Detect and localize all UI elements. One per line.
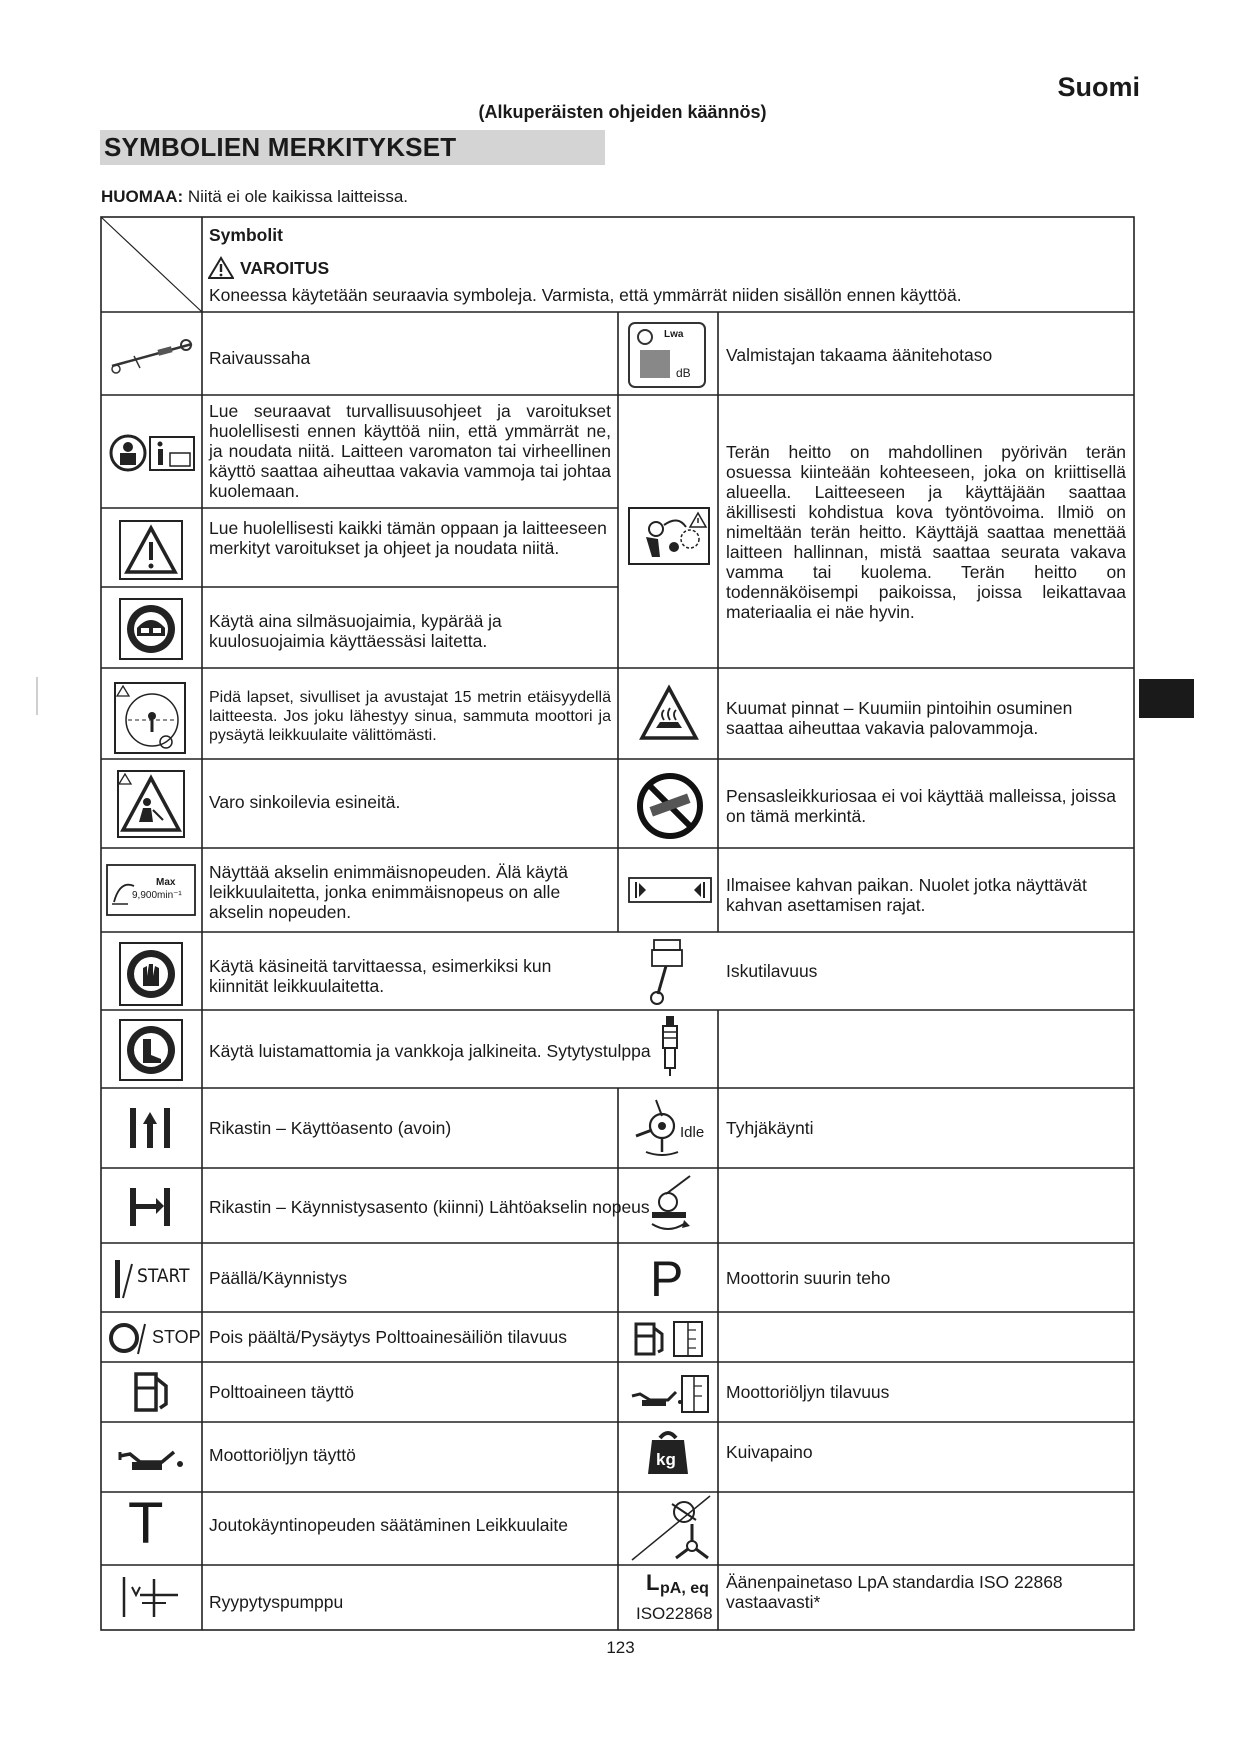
- brush-cutter-label: Raivaussaha: [209, 348, 311, 368]
- lpa-sub-text: pA, eq: [660, 1580, 709, 1597]
- output-shaft-speed-icon: [640, 1172, 696, 1240]
- warning-triangle-icon: [208, 256, 234, 279]
- lwa-text: Lwa: [664, 329, 684, 340]
- protective-equipment-label: Käytä aina silmäsuojaimia, kypärää ja kuulosuojaimia käyttäessäsi laitetta.: [209, 611, 502, 651]
- thrown-objects-icon: [117, 770, 185, 838]
- gloves-label: Käytä käsineitä tarvittaessa, esimerkiksi kun kiinnität leikkuulaitetta.: [209, 956, 552, 996]
- no-hedge-trimmer-label: Pensasleikkuriosaa ei voi käyttää malleissa, joissa on tämä merkintä.: [726, 786, 1117, 826]
- note-text: Niitä ei ole kaikissa laitteissa.: [183, 187, 409, 206]
- max-shaft-speed-icon: [106, 864, 196, 916]
- language-label: Suomi: [1057, 72, 1140, 102]
- off-stop-label: Pois päältä/Pysäytys Polttoainesäiliön tilavuus: [209, 1327, 567, 1347]
- handle-position-label: Ilmaisee kahvan paikan. Nuolet jotka näyttävät kahvan asettamisen rajat.: [726, 875, 1087, 915]
- hot-surface-label: Kuumat pinnat – Kuumiin pintoihin osuminen saattaa aiheuttaa vakavia palovammoja.: [726, 698, 1073, 738]
- general-warning-icon: [119, 520, 183, 580]
- note-label: HUOMAA:: [101, 187, 184, 206]
- safety-footwear-label: Käytä luistamattomia ja vankkoja jalkineita. Sytytystulppa: [209, 1041, 651, 1061]
- choke-open-icon: [128, 1104, 172, 1152]
- primer-pump-label: Ryypytyspumppu: [209, 1592, 344, 1612]
- sound-power-level-icon: [628, 322, 706, 388]
- subtitle: (Alkuperäisten ohjeiden käännös): [478, 102, 767, 122]
- kickback-label: Terän heitto on mahdollinen pyörivän terän osuessa kiinteään kohteeseen, joka on kriittisellä alueella. Laitteeseen ja käyttäjään saattaa äkillisesti kohdistua kova työntövoima. Ilmiö on nimeltään terän heitto. Käyttäjä saattaa menettää laitteen hallinnan, mistä saattaa seurata vakava vamma tai kuolema. Terän heitto on todennäköisempi paikoissa, joissa leikattavaa materiaalia ei näe hyvin.: [726, 442, 1126, 622]
- on-start-icon: [112, 1256, 134, 1302]
- max-shaft-speed-label: Näyttää akselin enimmäisnopeuden. Älä käytä leikkuulaitetta, jonka enimmäisnopeus on alle akselin nopeuden.: [209, 862, 568, 922]
- warning-label: VAROITUS: [240, 258, 330, 278]
- displacement-label: Iskutilavuus: [726, 961, 818, 981]
- rpm-text: 9,900min⁻¹: [132, 890, 182, 901]
- spark-plug-icon: [658, 1014, 682, 1078]
- read-warnings-label: Lue huolellisesti kaikki tämän oppaan ja laitteeseen merkityt varoitukset ja ohjeet ja noudata niitä.: [209, 518, 607, 558]
- no-hedge-trimmer-icon: [636, 772, 704, 840]
- section-title: SYMBOLIEN MERKITYKSET: [104, 132, 457, 162]
- sound-pressure-label: Äänenpainetaso LpA standardia ISO 22868 vastaavasti*: [726, 1572, 1063, 1612]
- idle-adjust-label: Joutokäyntinopeuden säätäminen Leikkuulaite: [209, 1515, 569, 1535]
- fuel-tank-capacity-icon: [632, 1318, 708, 1358]
- keep-distance-label: Pidä lapset, sivulliset ja avustajat 15 metrin etäisyydellä laitteesta. Jos joku lähestyy sinua, sammuta moottori ja pysäytä leikkuulaite välittömästi.: [209, 689, 611, 744]
- handle-position-icon: [628, 877, 712, 903]
- warning-text: Koneessa käytetään seuraavia symboleja. Varmista, että ymmärrät niiden sisällön ennen käyttöä.: [209, 285, 962, 305]
- hot-surface-icon: [638, 684, 700, 742]
- max-power-p-text: P: [650, 1251, 684, 1307]
- dry-weight-label: Kuivapaino: [726, 1442, 813, 1462]
- engine-oil-capacity-icon: [628, 1372, 710, 1416]
- sound-pressure-symbol: [636, 1570, 716, 1630]
- max-power-label: Moottorin suurin teho: [726, 1268, 891, 1288]
- choke-closed-icon: [128, 1186, 172, 1228]
- db-text: dB: [676, 366, 691, 380]
- brush-cutter-icon: [106, 336, 198, 376]
- stop-text: STOP: [152, 1327, 201, 1347]
- off-stop-icon: [108, 1320, 146, 1356]
- thrown-objects-label: Varo sinkoilevia esineitä.: [209, 792, 401, 812]
- sound-power-label: Valmistajan takaama äänitehotaso: [726, 345, 993, 365]
- on-start-label: Päällä/Käynnistys: [209, 1268, 348, 1288]
- start-text: START: [137, 1265, 190, 1287]
- engine-oil-capacity-label: Moottoriöljyn tilavuus: [726, 1382, 890, 1402]
- choke-open-label: Rikastin – Käyttöasento (avoin): [209, 1118, 452, 1138]
- dry-weight-icon: [646, 1428, 690, 1476]
- lpa-main-text: L: [646, 1570, 660, 1595]
- fuel-refill-icon: [132, 1370, 172, 1414]
- page-number: 123: [606, 1638, 635, 1657]
- safety-footwear-icon: [119, 1019, 183, 1081]
- kg-text: kg: [656, 1450, 676, 1469]
- engine-oil-refill-label: Moottoriöljyn täyttö: [209, 1445, 356, 1465]
- idle-text: Idle: [680, 1124, 705, 1141]
- primer-pump-icon: [120, 1573, 186, 1621]
- cutting-device-icon: [628, 1494, 714, 1562]
- fuel-refill-label: Polttoaineen täyttö: [209, 1382, 354, 1402]
- idle-adjust-t-text: T: [128, 1491, 164, 1556]
- choke-closed-label: Rikastin – Käynnistysasento (kiinni) Lähtöakselin nopeus: [209, 1197, 650, 1217]
- idle-label: Tyhjäkäynti: [726, 1118, 814, 1138]
- read-manual-icon: [108, 433, 196, 473]
- read-safety-instructions-label: Lue seuraavat turvallisuusohjeet ja varoitukset huolellisesti ennen käyttöä niin, että ymmärrät ne, ja noudata niitä. Laitteen varomaton tai virheellinen käyttö saattaa aiheuttaa vakavia vammoja tai johtaa kuolemaan.: [209, 401, 611, 501]
- gloves-icon: [119, 942, 183, 1006]
- kickback-icon: [628, 507, 710, 565]
- keep-distance-icon: [114, 682, 186, 754]
- engine-oil-refill-icon: [116, 1436, 190, 1476]
- max-text: Max: [156, 877, 176, 888]
- symbols-heading: Symbolit: [209, 225, 283, 245]
- protective-equipment-icon: [119, 598, 183, 660]
- displacement-icon: [644, 938, 690, 1006]
- iso-text: ISO22868: [636, 1604, 713, 1623]
